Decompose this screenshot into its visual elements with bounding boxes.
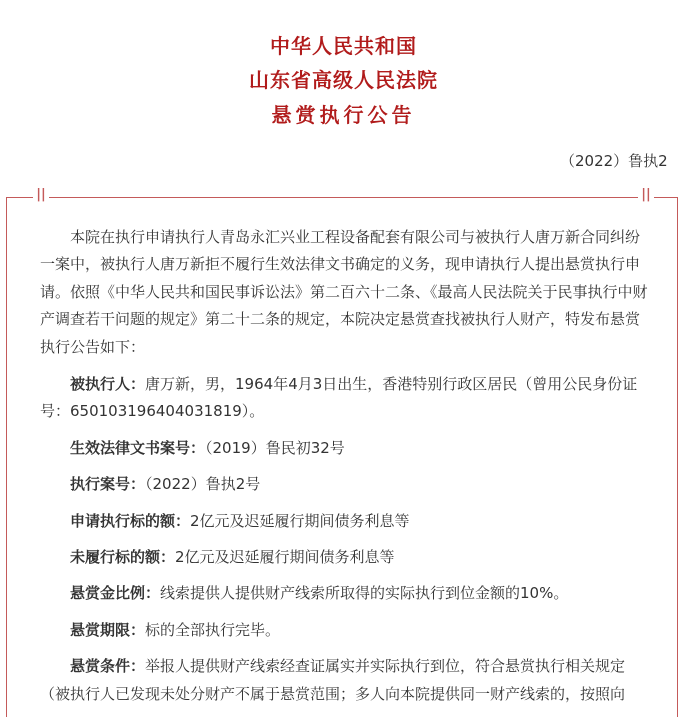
- item-value: （2022）鲁执2号: [145, 475, 261, 494]
- item-respondent: [40, 371, 652, 426]
- court-name-title: 山东省高级人民法院: [249, 68, 438, 92]
- item-applied-amount: [40, 508, 652, 535]
- item-label: 生效法律文书案号：: [70, 438, 206, 457]
- item-value: 2亿元及迟延履行期间债务利息等: [175, 548, 395, 567]
- item-value: 举报人提供财产线索经查证属实并实际执行到位，符合悬赏执行相关规定（被执行人已发现未处分财产不属于悬赏范围；多人向本院提供同一财产线索的，按照向: [40, 657, 626, 703]
- item-reward-conditions: [40, 653, 652, 708]
- item-label: 悬赏金比例：: [70, 584, 161, 603]
- notice-body: [40, 224, 652, 717]
- case-number-top: （2022）鲁执2: [560, 152, 668, 170]
- notice-title: 悬赏执行公告: [271, 103, 416, 127]
- intro-paragraph: 本院在执行申请执行人青岛永汇兴业工程设备配套有限公司与被执行人唐万新合同纠纷一案中，被执行人唐万新拒不履行生效法律文书确定的义务，现申请执行人提出悬赏执行申请。依照《中华人民共和国民事诉讼法》第二百六十二条、《最高人民法院关于民事执行中财产调查若干问题的规定》第二十二条的规定，本院决定悬赏查找被执行人财产，特发布悬赏执行公告如下：: [40, 228, 648, 356]
- item-label: 悬赏条件：: [70, 657, 146, 676]
- frame-corner-left-icon: ||: [33, 187, 49, 203]
- item-judgment-number: [40, 435, 652, 462]
- court-country-title: 中华人民共和国: [270, 34, 417, 58]
- item-value: 唐万新，男，1964年4月3日出生，香港特别行政区居民（曾用公民身份证号：650103196404031819）。: [40, 375, 638, 421]
- item-label: 执行案号：: [70, 475, 146, 494]
- item-label: 申请执行标的额：: [70, 511, 191, 530]
- item-value: 标的全部执行完毕。: [145, 620, 281, 639]
- item-value: 2亿元及迟延履行期间债务利息等: [190, 511, 410, 530]
- item-value: （2019）鲁民初32号: [205, 438, 345, 457]
- item-label: 悬赏期限：: [70, 620, 146, 639]
- item-execution-number: [40, 471, 652, 498]
- item-reward-ratio: [40, 580, 652, 607]
- item-unpaid-amount: [40, 544, 652, 571]
- item-reward-period: [40, 617, 652, 644]
- item-label: 未履行标的额：: [70, 548, 176, 567]
- frame-corner-right-icon: ||: [638, 187, 654, 203]
- item-label: 被执行人：: [70, 375, 146, 394]
- item-value: 线索提供人提供财产线索所取得的实际执行到位金额的10%。: [160, 584, 569, 603]
